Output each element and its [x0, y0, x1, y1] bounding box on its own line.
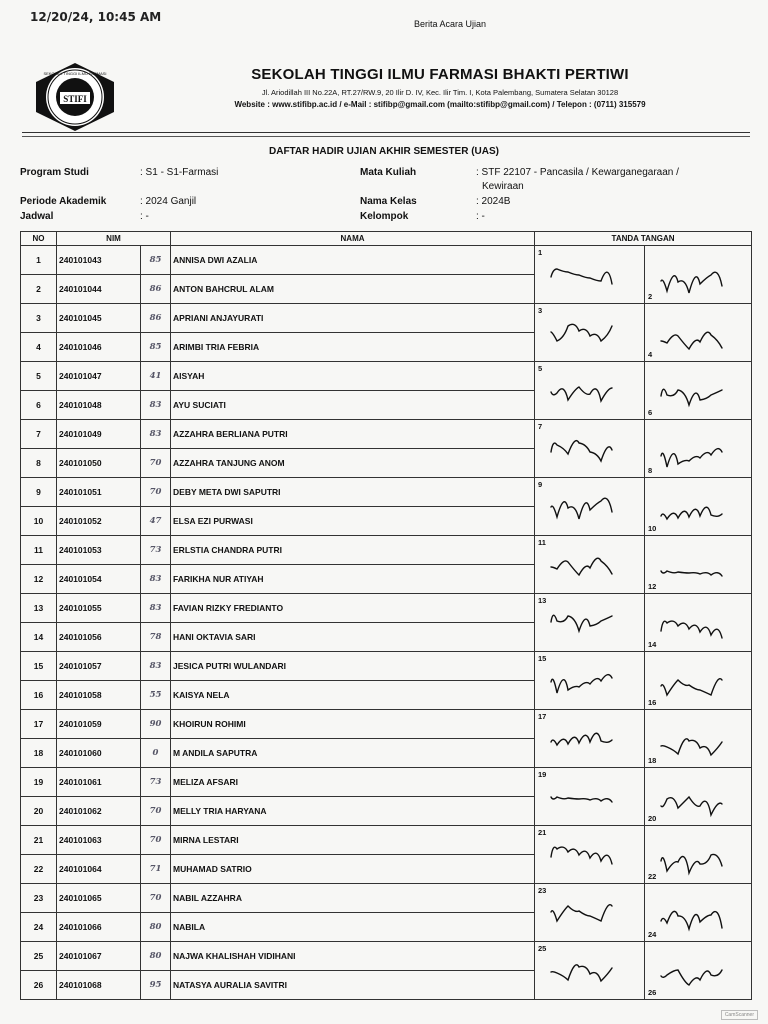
signature-number: 26	[648, 988, 657, 997]
row-score: 83	[141, 652, 171, 681]
row-nim: 240101065	[57, 884, 141, 913]
row-number: 2	[21, 275, 57, 304]
row-number: 20	[21, 797, 57, 826]
header-tanda-tangan: TANDA TANGAN	[535, 232, 752, 246]
row-number: 7	[21, 420, 57, 449]
kelompok-value: : -	[476, 211, 485, 222]
row-name: NAJWA KHALISHAH VIDIHANI	[171, 942, 535, 971]
kelompok-label: Kelompok	[360, 211, 409, 222]
row-nim: 240101048	[57, 391, 141, 420]
signature-cell-left	[535, 826, 645, 884]
row-nim: 240101058	[57, 681, 141, 710]
row-score: 73	[141, 768, 171, 797]
row-number: 26	[21, 971, 57, 1000]
signature-number: 8	[648, 466, 653, 475]
row-name: ANTON BAHCRUL ALAM	[171, 275, 535, 304]
row-score: 83	[141, 391, 171, 420]
signature-cell-left	[535, 304, 645, 362]
row-number: 9	[21, 478, 57, 507]
row-name: MELLY TRIA HARYANA	[171, 797, 535, 826]
row-number: 5	[21, 362, 57, 391]
row-name: HANI OKTAVIA SARI	[171, 623, 535, 652]
row-name: KAISYA NELA	[171, 681, 535, 710]
row-number: 4	[21, 333, 57, 362]
row-name: FARIKHA NUR ATIYAH	[171, 565, 535, 594]
row-name: KHOIRUN ROHIMI	[171, 710, 535, 739]
signature-number: 9	[538, 480, 543, 489]
signature-number: 12	[648, 582, 657, 591]
row-score: 70	[141, 478, 171, 507]
signature-icon	[657, 608, 737, 648]
table-row	[21, 884, 752, 913]
row-score: 90	[141, 710, 171, 739]
kelas-value: : 2024B	[476, 196, 511, 207]
row-number: 16	[21, 681, 57, 710]
signature-icon	[547, 312, 627, 352]
signature-icon	[547, 660, 627, 700]
row-name: JESICA PUTRI WULANDARI	[171, 652, 535, 681]
signature-cell-right	[645, 826, 752, 884]
header-no: NO	[21, 232, 57, 246]
table-row	[21, 246, 752, 275]
matkul-value: : STF 22107 - Pancasila / Kewarganegaraan /	[476, 167, 679, 178]
row-number: 19	[21, 768, 57, 797]
header-nim: NIM	[57, 232, 171, 246]
signature-cell-right	[645, 710, 752, 768]
program-value: : S1 - S1-Farmasi	[140, 167, 219, 178]
row-score: 47	[141, 507, 171, 536]
signature-number: 22	[648, 872, 657, 881]
scanner-badge: CamScanner	[721, 1010, 758, 1020]
row-nim: 240101047	[57, 362, 141, 391]
signature-icon	[657, 666, 737, 706]
signature-number: 23	[538, 886, 547, 895]
row-nim: 240101057	[57, 652, 141, 681]
signature-number: 4	[648, 350, 653, 359]
signature-cell-right	[645, 536, 752, 594]
row-score: 55	[141, 681, 171, 710]
table-row	[21, 594, 752, 623]
row-nim: 240101045	[57, 304, 141, 333]
row-score: 83	[141, 420, 171, 449]
signature-icon	[547, 776, 627, 816]
row-score: 83	[141, 594, 171, 623]
signature-icon	[547, 602, 627, 642]
row-number: 23	[21, 884, 57, 913]
row-score: 86	[141, 304, 171, 333]
signature-cell-right	[645, 594, 752, 652]
document-label: Berita Acara Ujian	[413, 19, 487, 29]
row-nim: 240101054	[57, 565, 141, 594]
scan-timestamp: 12/20/24, 10:45 AM	[30, 10, 162, 24]
row-number: 13	[21, 594, 57, 623]
row-score: 83	[141, 565, 171, 594]
signature-icon	[547, 486, 627, 526]
signature-cell-right	[645, 942, 752, 1000]
signature-icon	[657, 898, 737, 938]
row-nim: 240101056	[57, 623, 141, 652]
row-score: 85	[141, 246, 171, 275]
row-number: 3	[21, 304, 57, 333]
signature-icon	[657, 550, 737, 590]
signature-cell-left	[535, 942, 645, 1000]
row-number: 22	[21, 855, 57, 884]
periode-label: Periode Akademik	[20, 196, 107, 207]
row-name: AZZAHRA TANJUNG ANOM	[171, 449, 535, 478]
signature-number: 20	[648, 814, 657, 823]
sheet-title: DAFTAR HADIR UJIAN AKHIR SEMESTER (UAS)	[269, 146, 499, 157]
signature-number: 17	[538, 712, 547, 721]
matkul-label: Mata Kuliah	[360, 167, 417, 178]
signature-cell-right	[645, 420, 752, 478]
table-row	[21, 536, 752, 565]
row-nim: 240101068	[57, 971, 141, 1000]
signature-icon	[657, 782, 737, 822]
row-number: 8	[21, 449, 57, 478]
signature-icon	[547, 544, 627, 584]
signature-cell-left	[535, 768, 645, 826]
signature-cell-right	[645, 478, 752, 536]
school-contact: Website : www.stifibp.ac.id / e-Mail : stifibp@gmail.com (mailto:stifibp@gmail.com) / Telepon : (0711) 315579	[234, 100, 646, 109]
row-score: 73	[141, 536, 171, 565]
row-name: M ANDILA SAPUTRA	[171, 739, 535, 768]
signature-number: 11	[538, 538, 546, 547]
row-nim: 240101051	[57, 478, 141, 507]
row-number: 18	[21, 739, 57, 768]
signature-number: 19	[538, 770, 547, 779]
school-address: Jl. Ariodillah III No.22A, RT.27/RW.9, 20 Ilir D. IV, Kec. Ilir Tim. I, Kota Palembang, Sumatera Selatan 30128	[261, 88, 619, 97]
row-nim: 240101063	[57, 826, 141, 855]
row-score: 78	[141, 623, 171, 652]
row-name: NABIL AZZAHRA	[171, 884, 535, 913]
table-header-row	[21, 232, 752, 246]
row-name: NATASYA AURALIA SAVITRI	[171, 971, 535, 1000]
table-row	[21, 478, 752, 507]
signature-cell-right	[645, 304, 752, 362]
signature-cell-right	[645, 884, 752, 942]
signature-cell-right	[645, 768, 752, 826]
row-name: ARIMBI TRIA FEBRIA	[171, 333, 535, 362]
signature-icon	[657, 492, 737, 532]
row-number: 24	[21, 913, 57, 942]
header-rule-thin	[22, 136, 750, 137]
row-number: 11	[21, 536, 57, 565]
signature-icon	[657, 840, 737, 880]
row-score: 41	[141, 362, 171, 391]
row-score: 80	[141, 913, 171, 942]
row-number: 17	[21, 710, 57, 739]
signature-cell-left	[535, 884, 645, 942]
signature-cell-right	[645, 652, 752, 710]
signature-number: 24	[648, 930, 657, 939]
row-name: DEBY META DWI SAPUTRI	[171, 478, 535, 507]
signature-number: 10	[648, 524, 657, 533]
signature-cell-right	[645, 362, 752, 420]
row-nim: 240101064	[57, 855, 141, 884]
row-nim: 240101061	[57, 768, 141, 797]
signature-number: 21	[538, 828, 547, 837]
row-name: MIRNA LESTARI	[171, 826, 535, 855]
row-score: 0	[141, 739, 171, 768]
signature-icon	[657, 724, 737, 764]
row-number: 10	[21, 507, 57, 536]
school-name: SEKOLAH TINGGI ILMU FARMASI BHAKTI PERTIWI	[251, 66, 629, 83]
signature-number: 3	[538, 306, 543, 315]
row-score: 70	[141, 449, 171, 478]
row-number: 15	[21, 652, 57, 681]
signature-cell-left	[535, 710, 645, 768]
signature-number: 5	[538, 364, 543, 373]
header-nama: NAMA	[171, 232, 535, 246]
row-number: 25	[21, 942, 57, 971]
row-score: 80	[141, 942, 171, 971]
row-nim: 240101050	[57, 449, 141, 478]
row-name: MELIZA AFSARI	[171, 768, 535, 797]
signature-icon	[547, 834, 627, 874]
signature-icon	[547, 892, 627, 932]
row-score: 70	[141, 797, 171, 826]
row-number: 1	[21, 246, 57, 275]
signature-cell-left	[535, 246, 645, 304]
signature-icon	[657, 434, 737, 474]
row-score: 70	[141, 884, 171, 913]
row-nim: 240101059	[57, 710, 141, 739]
row-number: 14	[21, 623, 57, 652]
program-label: Program Studi	[20, 167, 89, 178]
signature-number: 18	[648, 756, 657, 765]
signature-number: 25	[538, 944, 547, 953]
table-row	[21, 942, 752, 971]
attendance-table	[20, 231, 752, 1000]
signature-number: 16	[648, 698, 657, 707]
row-nim: 240101052	[57, 507, 141, 536]
school-logo-icon	[34, 62, 116, 132]
row-nim: 240101046	[57, 333, 141, 362]
row-nim: 240101053	[57, 536, 141, 565]
signature-icon	[547, 254, 627, 294]
signature-number: 7	[538, 422, 543, 431]
row-nim: 240101049	[57, 420, 141, 449]
signature-cell-left	[535, 536, 645, 594]
table-row	[21, 710, 752, 739]
table-row	[21, 362, 752, 391]
row-name: MUHAMAD SATRIO	[171, 855, 535, 884]
row-nim: 240101062	[57, 797, 141, 826]
row-score: 70	[141, 826, 171, 855]
matkul-value-cont: Kewiraan	[482, 181, 524, 192]
signature-cell-left	[535, 652, 645, 710]
row-name: AYU SUCIATI	[171, 391, 535, 420]
row-number: 21	[21, 826, 57, 855]
signature-cell-left	[535, 420, 645, 478]
row-score: 86	[141, 275, 171, 304]
row-score: 95	[141, 971, 171, 1000]
row-nim: 240101067	[57, 942, 141, 971]
row-name: ANNISA DWI AZALIA	[171, 246, 535, 275]
signature-icon	[547, 428, 627, 468]
row-nim: 240101043	[57, 246, 141, 275]
row-name: AISYAH	[171, 362, 535, 391]
signature-number: 2	[648, 292, 653, 301]
table-row	[21, 420, 752, 449]
signature-icon	[547, 718, 627, 758]
signature-cell-left	[535, 362, 645, 420]
periode-value: : 2024 Ganjil	[140, 196, 197, 207]
row-nim: 240101066	[57, 913, 141, 942]
signature-icon	[547, 370, 627, 410]
signature-number: 14	[648, 640, 657, 649]
table-row	[21, 826, 752, 855]
kelas-label: Nama Kelas	[360, 196, 417, 207]
row-number: 12	[21, 565, 57, 594]
logo-text: STIFI	[63, 94, 87, 104]
row-name: ELSA EZI PURWASI	[171, 507, 535, 536]
row-nim: 240101055	[57, 594, 141, 623]
signature-number: 13	[538, 596, 547, 605]
signature-cell-right	[645, 246, 752, 304]
signature-icon	[657, 376, 737, 416]
signature-icon	[547, 950, 627, 990]
table-row	[21, 304, 752, 333]
row-nim: 240101044	[57, 275, 141, 304]
jadwal-label: Jadwal	[20, 211, 54, 222]
row-name: NABILA	[171, 913, 535, 942]
row-score: 71	[141, 855, 171, 884]
signature-icon	[657, 956, 737, 996]
row-name: ERLSTIA CHANDRA PUTRI	[171, 536, 535, 565]
signature-number: 15	[538, 654, 547, 663]
row-number: 6	[21, 391, 57, 420]
signature-number: 6	[648, 408, 653, 417]
row-score: 85	[141, 333, 171, 362]
table-row	[21, 768, 752, 797]
signature-icon	[657, 318, 737, 358]
header-rule	[22, 132, 750, 133]
row-name: AZZAHRA BERLIANA PUTRI	[171, 420, 535, 449]
signature-cell-left	[535, 478, 645, 536]
signature-number: 1	[538, 248, 543, 257]
row-nim: 240101060	[57, 739, 141, 768]
table-row	[21, 652, 752, 681]
jadwal-value: : -	[140, 211, 149, 222]
row-name: FAVIAN RIZKY FREDIANTO	[171, 594, 535, 623]
logo-ring-text: SEKOLAH TINGGI ILMU FARMASI	[43, 71, 107, 76]
signature-icon	[657, 260, 737, 300]
signature-cell-left	[535, 594, 645, 652]
row-name: APRIANI ANJAYURATI	[171, 304, 535, 333]
